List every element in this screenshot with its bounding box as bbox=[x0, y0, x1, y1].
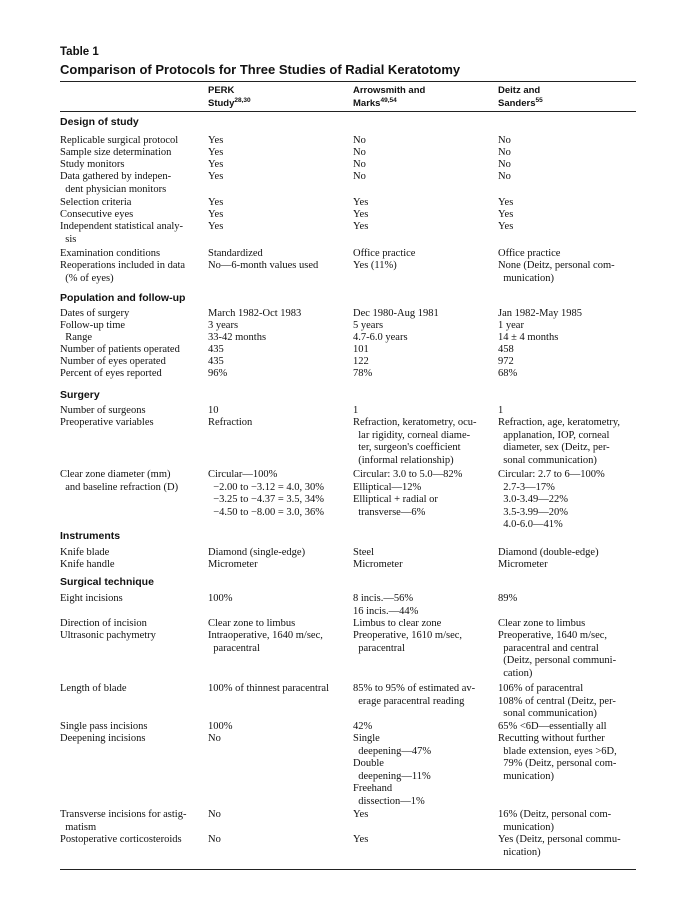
cell-line: No bbox=[208, 834, 221, 845]
cell-line: Freehand bbox=[353, 783, 393, 795]
cell-line: Ultrasonic pachymetry bbox=[60, 630, 156, 641]
cell-line: Yes (11%) bbox=[353, 260, 397, 271]
table-cell bbox=[208, 356, 224, 369]
cell-line: applanation, IOP, corneal bbox=[498, 429, 610, 441]
table-cell bbox=[353, 683, 475, 708]
table-cell bbox=[353, 834, 368, 847]
cell-line: Clear zone to limbus bbox=[208, 618, 296, 629]
table-cell bbox=[353, 356, 369, 369]
cell-line: Steel bbox=[353, 547, 374, 558]
cell-line: Standardized bbox=[208, 248, 263, 259]
cell-line: deepening—47% bbox=[353, 745, 432, 757]
row-label bbox=[60, 405, 146, 418]
cell-line: dissection—1% bbox=[353, 795, 425, 807]
cell-line: Preoperative, 1610 m/sec, bbox=[353, 630, 463, 641]
cell-line: Direction of incision bbox=[60, 618, 147, 629]
cell-line: Length of blade bbox=[60, 683, 127, 694]
cell-line: Follow-up time bbox=[60, 320, 126, 331]
cell-line: Deepening incisions bbox=[60, 733, 146, 744]
cell-line: March 1982-Oct 1983 bbox=[208, 308, 302, 319]
row-label bbox=[60, 733, 145, 746]
cell-line: 1 year bbox=[498, 320, 524, 331]
cell-line: paracentral bbox=[208, 642, 260, 654]
row-label bbox=[60, 332, 92, 345]
cell-line: 89% bbox=[498, 593, 518, 604]
table-cell bbox=[353, 417, 477, 467]
table-cell bbox=[353, 332, 408, 345]
cell-line: Office practice bbox=[353, 248, 416, 259]
cell-line: Dates of surgery bbox=[60, 308, 130, 319]
table-cell bbox=[353, 197, 368, 210]
cell-line: Range bbox=[60, 332, 93, 343]
cell-line: Replicable surgical protocol bbox=[60, 135, 179, 146]
table-cell bbox=[498, 197, 513, 210]
table-cell bbox=[208, 809, 221, 822]
cell-line: 10 bbox=[208, 405, 219, 416]
cell-line: 100% bbox=[208, 721, 233, 732]
table-cell bbox=[498, 248, 560, 261]
cell-line: blade extension, eyes >6D, bbox=[498, 745, 617, 757]
table-cell bbox=[498, 417, 620, 467]
cell-line: 3.5-3.99—20% bbox=[498, 506, 568, 518]
section-heading: Surgery bbox=[60, 389, 100, 401]
cell-line: and baseline refraction (D) bbox=[60, 481, 179, 493]
table-cell bbox=[353, 547, 374, 560]
reference-superscript: 49,54 bbox=[380, 97, 397, 104]
cell-line: 458 bbox=[498, 344, 514, 355]
cell-line: No bbox=[353, 135, 366, 146]
table-cell bbox=[208, 147, 223, 160]
cell-line: nication) bbox=[498, 846, 541, 858]
cell-line: Yes bbox=[498, 221, 514, 232]
table-cell bbox=[353, 593, 418, 618]
column-header-deitz bbox=[498, 86, 543, 109]
cell-line: 435 bbox=[208, 356, 224, 367]
cell-line: Diamond (single-edge) bbox=[208, 547, 306, 558]
cell-line: lar rigidity, corneal diame- bbox=[353, 429, 471, 441]
row-label bbox=[60, 721, 148, 734]
row-label bbox=[60, 356, 166, 369]
cell-line: Circular—100% bbox=[208, 469, 278, 480]
cell-line: 42% bbox=[353, 721, 373, 732]
table-cell bbox=[353, 405, 358, 418]
row-label bbox=[60, 344, 180, 357]
reference-superscript: 28,30 bbox=[234, 97, 251, 104]
table-cell bbox=[353, 135, 366, 148]
cell-line: Yes bbox=[208, 159, 224, 170]
cell-line: 101 bbox=[353, 344, 369, 355]
cell-line: No bbox=[498, 135, 511, 146]
cell-line: Single bbox=[353, 733, 380, 744]
cell-line: Examination conditions bbox=[60, 248, 161, 259]
table-cell bbox=[498, 630, 616, 680]
cell-line: Yes bbox=[353, 809, 369, 820]
table-cell bbox=[498, 547, 599, 560]
row-label bbox=[60, 159, 124, 172]
row-label bbox=[60, 197, 131, 210]
cell-line: No bbox=[353, 171, 366, 182]
cell-line: Jan 1982-May 1985 bbox=[498, 308, 582, 319]
table-cell bbox=[498, 332, 558, 345]
table-cell bbox=[353, 147, 366, 160]
cell-line: paracentral and central bbox=[498, 642, 599, 654]
table-cell bbox=[498, 721, 607, 734]
table-cell bbox=[498, 308, 582, 321]
cell-line: Circular: 2.7 to 6—100% bbox=[498, 469, 605, 480]
table-cell bbox=[498, 159, 511, 172]
cell-line: Percent of eyes reported bbox=[60, 368, 162, 379]
table-cell bbox=[353, 344, 369, 357]
cell-line: 1 bbox=[498, 405, 504, 416]
cell-line: No bbox=[353, 159, 366, 170]
cell-line: Single pass incisions bbox=[60, 721, 148, 732]
cell-line: No bbox=[498, 159, 511, 170]
row-label bbox=[60, 221, 183, 246]
cell-line: Preoperative, 1640 m/sec, bbox=[498, 630, 608, 641]
cell-line: 106% of paracentral bbox=[498, 683, 584, 694]
cell-line: munication) bbox=[498, 770, 554, 782]
row-label bbox=[60, 417, 154, 430]
table-cell bbox=[498, 147, 511, 160]
table-title: Comparison of Protocols for Three Studies of Radial Keratotomy bbox=[60, 62, 461, 77]
row-label bbox=[60, 618, 147, 631]
column-header-line: Arrowsmith and bbox=[353, 85, 426, 96]
row-label bbox=[60, 147, 171, 160]
row-label bbox=[60, 593, 123, 606]
cell-line: Number of surgeons bbox=[60, 405, 146, 416]
cell-line: Yes bbox=[208, 147, 224, 158]
cell-line: (informal relationship) bbox=[353, 454, 454, 466]
table-cell bbox=[208, 248, 263, 261]
cell-line: (% of eyes) bbox=[60, 272, 114, 284]
table-cell bbox=[498, 559, 548, 572]
row-label bbox=[60, 559, 115, 572]
row-label bbox=[60, 469, 178, 494]
cell-line: 79% (Deitz, personal com- bbox=[498, 758, 617, 770]
table-cell bbox=[498, 683, 616, 721]
table-cell bbox=[208, 344, 224, 357]
row-label bbox=[60, 209, 133, 222]
row-label bbox=[60, 248, 160, 261]
table-cell bbox=[208, 209, 223, 222]
table-cell bbox=[498, 344, 514, 357]
cell-line: Number of patients operated bbox=[60, 344, 180, 355]
section-heading: Surgical technique bbox=[60, 576, 154, 588]
header-rule bbox=[60, 111, 636, 112]
top-rule bbox=[60, 81, 636, 82]
cell-line: 122 bbox=[353, 356, 369, 367]
table-cell bbox=[353, 308, 439, 321]
cell-line: Yes bbox=[208, 221, 224, 232]
cell-line: sonal communication) bbox=[498, 708, 597, 720]
cell-line: Yes bbox=[353, 209, 369, 220]
bottom-rule bbox=[60, 869, 636, 870]
table-cell bbox=[498, 221, 513, 234]
cell-line: Transverse incisions for astig- bbox=[60, 809, 187, 820]
cell-line: Yes (Deitz, personal commu- bbox=[498, 834, 621, 845]
column-header-line: Sanders bbox=[498, 98, 536, 110]
row-label bbox=[60, 260, 185, 285]
table-cell bbox=[208, 469, 324, 519]
reference-superscript: 55 bbox=[535, 97, 543, 104]
cell-line: Independent statistical analy- bbox=[60, 221, 184, 232]
row-label bbox=[60, 683, 126, 696]
cell-line: Consecutive eyes bbox=[60, 209, 134, 220]
table-cell bbox=[498, 733, 617, 783]
cell-line: Recutting without further bbox=[498, 733, 605, 744]
cell-line: sis bbox=[60, 233, 77, 245]
table-cell bbox=[208, 683, 329, 696]
cell-line: 1 bbox=[353, 405, 359, 416]
cell-line: Clear zone diameter (mm) bbox=[60, 469, 171, 480]
table-cell bbox=[208, 221, 223, 234]
table-cell bbox=[353, 469, 462, 519]
row-label bbox=[60, 320, 125, 333]
cell-line: Limbus to clear zone bbox=[353, 618, 442, 629]
cell-line: No bbox=[498, 147, 511, 158]
table-cell bbox=[353, 260, 397, 273]
cell-line: Double bbox=[353, 758, 384, 770]
table-cell bbox=[208, 630, 323, 655]
cell-line: munication) bbox=[498, 821, 554, 833]
cell-line: Dec 1980-Aug 1981 bbox=[353, 308, 439, 319]
table-cell bbox=[353, 368, 372, 381]
cell-line: No bbox=[353, 147, 366, 158]
cell-line: ter, surgeon's coefficient bbox=[353, 442, 461, 454]
cell-line: dent physician monitors bbox=[60, 183, 167, 195]
table-cell bbox=[353, 559, 403, 572]
cell-line: Yes bbox=[353, 834, 369, 845]
cell-line: 972 bbox=[498, 356, 514, 367]
cell-line: Study monitors bbox=[60, 159, 125, 170]
cell-line: 3.0-3.49—22% bbox=[498, 494, 568, 506]
cell-line: 5 years bbox=[353, 320, 384, 331]
table-cell bbox=[498, 209, 513, 222]
cell-line: 8 incis.—56% bbox=[353, 593, 414, 604]
cell-line: cation) bbox=[498, 667, 533, 679]
table-cell bbox=[208, 197, 223, 210]
table-cell bbox=[208, 559, 258, 572]
cell-line: Yes bbox=[353, 221, 369, 232]
table-cell bbox=[353, 320, 383, 333]
cell-line: transverse—6% bbox=[353, 506, 426, 518]
cell-line: 100% bbox=[208, 593, 233, 604]
cell-line: Yes bbox=[353, 197, 369, 208]
cell-line: (Deitz, personal communi- bbox=[498, 655, 617, 667]
cell-line: 16% (Deitz, personal com- bbox=[498, 809, 612, 820]
cell-line: Yes bbox=[498, 209, 514, 220]
cell-line: Elliptical + radial or bbox=[353, 494, 438, 506]
cell-line: No bbox=[208, 809, 221, 820]
column-header-line: PERK bbox=[208, 85, 235, 96]
cell-line: Eight incisions bbox=[60, 593, 123, 604]
row-label bbox=[60, 308, 129, 321]
cell-line: Yes bbox=[498, 197, 514, 208]
table-cell bbox=[208, 547, 305, 560]
cell-line: 16 incis.—44% bbox=[353, 605, 419, 617]
table-cell bbox=[208, 308, 301, 321]
cell-line: 96% bbox=[208, 368, 228, 379]
cell-line: Yes bbox=[208, 171, 224, 182]
table-cell bbox=[498, 171, 511, 184]
cell-line: diameter, sex (Deitz, per- bbox=[498, 442, 610, 454]
table-cell bbox=[498, 469, 605, 532]
table-cell bbox=[498, 405, 503, 418]
cell-line: 33-42 months bbox=[208, 332, 267, 343]
cell-line: Intraoperative, 1640 m/sec, bbox=[208, 630, 323, 641]
cell-line: Diamond (double-edge) bbox=[498, 547, 599, 558]
column-header-line: Marks bbox=[353, 98, 381, 110]
cell-line: Number of eyes operated bbox=[60, 356, 166, 367]
cell-line: 68% bbox=[498, 368, 518, 379]
table-number: Table 1 bbox=[60, 46, 99, 58]
cell-line: Office practice bbox=[498, 248, 561, 259]
section-heading: Instruments bbox=[60, 530, 121, 542]
table-cell bbox=[208, 171, 223, 184]
cell-line: Preoperative variables bbox=[60, 417, 154, 428]
table-cell bbox=[208, 135, 223, 148]
table-cell bbox=[498, 356, 514, 369]
table-cell bbox=[353, 809, 368, 822]
cell-line: Elliptical—12% bbox=[353, 481, 422, 493]
cell-line: matism bbox=[60, 821, 97, 833]
table-cell bbox=[498, 260, 615, 285]
cell-line: None (Deitz, personal com- bbox=[498, 260, 615, 271]
table-cell bbox=[353, 221, 368, 234]
cell-line: No bbox=[208, 733, 221, 744]
table-cell bbox=[208, 405, 219, 418]
column-header-line: Deitz and bbox=[498, 85, 541, 96]
table-cell bbox=[498, 135, 511, 148]
cell-line: 3 years bbox=[208, 320, 239, 331]
table-cell bbox=[353, 618, 441, 631]
table-cell bbox=[353, 209, 368, 222]
table-cell bbox=[208, 733, 221, 746]
cell-line: Circular: 3.0 to 5.0—82% bbox=[353, 469, 463, 480]
row-label bbox=[60, 135, 178, 148]
cell-line: Refraction, age, keratometry, bbox=[498, 417, 621, 428]
table-cell bbox=[208, 618, 295, 631]
column-header-arrowsmith bbox=[353, 86, 425, 109]
cell-line: 2.7-3—17% bbox=[498, 481, 555, 493]
cell-line: Micrometer bbox=[353, 559, 403, 570]
cell-line: 108% of central (Deitz, per- bbox=[498, 695, 616, 707]
cell-line: sonal communication) bbox=[498, 454, 597, 466]
section-heading: Design of study bbox=[60, 116, 139, 128]
cell-line: 100% of thinnest paracentral bbox=[208, 683, 329, 694]
cell-line: 65% <6D—essentially all bbox=[498, 721, 607, 732]
cell-line: Clear zone to limbus bbox=[498, 618, 586, 629]
cell-line: 4.7-6.0 years bbox=[353, 332, 408, 343]
row-label bbox=[60, 834, 182, 847]
table-cell bbox=[208, 417, 252, 430]
cell-line: 14 ± 4 months bbox=[498, 332, 559, 343]
cell-line: Selection criteria bbox=[60, 197, 132, 208]
row-label bbox=[60, 171, 171, 196]
column-header-perk bbox=[208, 86, 251, 109]
cell-line: deepening—11% bbox=[353, 770, 431, 782]
cell-line: 85% to 95% of estimated av- bbox=[353, 683, 476, 694]
table-cell bbox=[208, 260, 318, 273]
cell-line: Data gathered by indepen- bbox=[60, 171, 172, 182]
cell-line: Yes bbox=[208, 135, 224, 146]
cell-line: Sample size determination bbox=[60, 147, 172, 158]
table-cell bbox=[208, 368, 227, 381]
cell-line: −3.25 to −4.37 = 3.5, 34% bbox=[208, 494, 325, 506]
table-cell bbox=[498, 809, 611, 834]
table-cell bbox=[208, 593, 233, 606]
cell-line: Refraction bbox=[208, 417, 253, 428]
cell-line: Yes bbox=[208, 209, 224, 220]
row-label bbox=[60, 547, 109, 560]
row-label bbox=[60, 368, 162, 381]
table-cell bbox=[498, 618, 585, 631]
cell-line: Refraction, keratometry, ocu- bbox=[353, 417, 477, 428]
cell-line: Knife handle bbox=[60, 559, 115, 570]
table-cell bbox=[208, 721, 233, 734]
table-cell bbox=[353, 248, 415, 261]
table-cell bbox=[208, 320, 238, 333]
cell-line: Micrometer bbox=[498, 559, 548, 570]
cell-line: 4.0-6.0—41% bbox=[498, 519, 563, 531]
cell-line: Postoperative corticosteroids bbox=[60, 834, 182, 845]
column-header-line: Study bbox=[208, 98, 235, 110]
table-cell bbox=[353, 630, 462, 655]
table-cell bbox=[498, 834, 621, 859]
cell-line: Knife blade bbox=[60, 547, 110, 558]
cell-line: 435 bbox=[208, 344, 224, 355]
table-cell bbox=[353, 733, 431, 809]
table-cell bbox=[208, 159, 223, 172]
section-heading: Population and follow-up bbox=[60, 292, 186, 304]
table-cell bbox=[353, 171, 366, 184]
cell-line: Micrometer bbox=[208, 559, 258, 570]
table-cell bbox=[498, 368, 517, 381]
table-cell bbox=[208, 834, 221, 847]
table-cell bbox=[208, 332, 266, 345]
table-cell bbox=[353, 159, 366, 172]
cell-line: −4.50 to −8.00 = 3.0, 36% bbox=[208, 506, 325, 518]
row-label bbox=[60, 630, 156, 643]
cell-line: No bbox=[498, 171, 511, 182]
table-cell bbox=[498, 320, 524, 333]
table-cell bbox=[498, 593, 517, 606]
cell-line: paracentral bbox=[353, 642, 405, 654]
cell-line: No—6-month values used bbox=[208, 260, 319, 271]
cell-line: munication) bbox=[498, 272, 554, 284]
cell-line: Reoperations included in data bbox=[60, 260, 186, 271]
table-cell bbox=[353, 721, 372, 734]
cell-line: 78% bbox=[353, 368, 373, 379]
cell-line: Yes bbox=[208, 197, 224, 208]
cell-line: erage paracentral reading bbox=[353, 695, 465, 707]
row-label bbox=[60, 809, 186, 834]
cell-line: −2.00 to −3.12 = 4.0, 30% bbox=[208, 481, 325, 493]
